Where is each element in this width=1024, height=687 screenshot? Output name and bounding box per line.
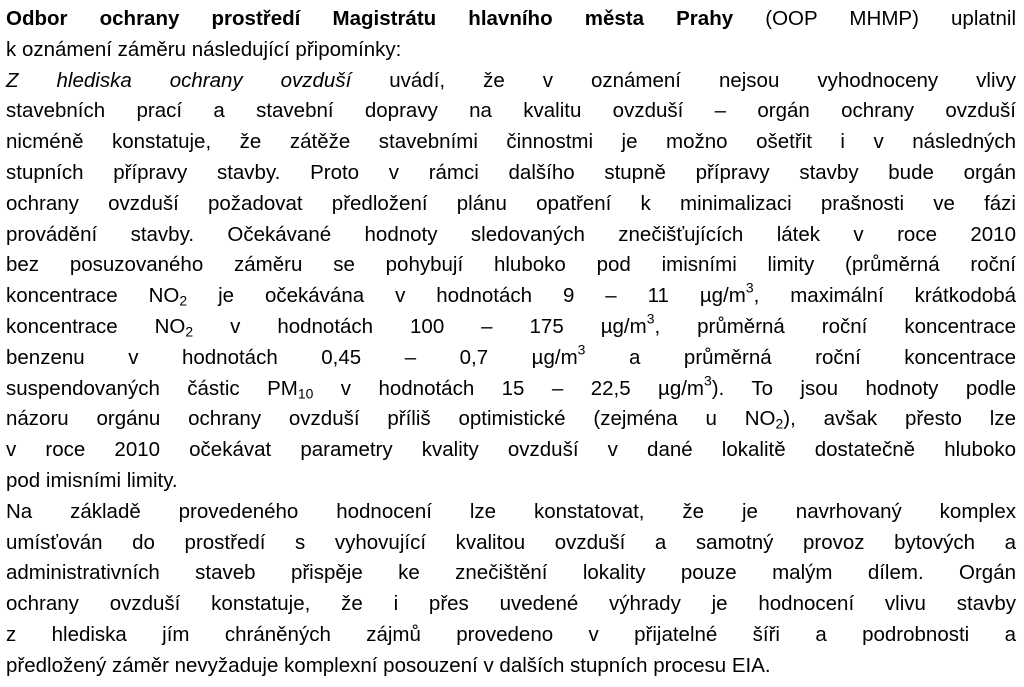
conclusion-line-4: ochrany ovzduší konstatuje, že i přes uvedené výhrady je hodnocení vlivu stavby bbox=[6, 592, 1016, 616]
air-line-10: benzenu v hodnotách 0,45 – 0,7 $\mu g/m^3$ a průměrná roční koncentrace bbox=[6, 341, 1016, 369]
air-protection-paragraph bbox=[6, 66, 1016, 497]
air-line-8: koncentrace $NO_2$ je očekávána v hodnotách 9 – 11 $\mu g/m^3$, maximální krátkodobá bbox=[6, 279, 1017, 309]
air-line-14: pod imisními limity. bbox=[6, 468, 178, 492]
conclusion-line-1: Na základě provedeného hodnocení lze konstatovat, že je navrhovaný komplex bbox=[6, 499, 1016, 523]
conclusion-line-3: administrativních staveb přispěje ke znečištění lokality pouze malým dílem. Orgán bbox=[6, 561, 1016, 585]
intro-paragraph bbox=[6, 4, 1016, 66]
conclusion-paragraph bbox=[6, 497, 1016, 682]
air-line-5: ochrany ovzduší požadovat předložení plánu opatření k minimalizaci prašnosti ve fázi bbox=[6, 191, 1016, 215]
air-line-11: suspendovaných částic $PM_{10}$ v hodnotách 15 – 22,5 $\mu g/m^3$). To jsou hodnoty podle bbox=[6, 371, 1016, 402]
air-protection-heading: Z hlediska ochrany ovzduší bbox=[6, 68, 352, 92]
air-line-3: nicméně konstatuje, že zátěže stavebními činnostmi je možno ošetřit i v následných bbox=[6, 130, 1016, 154]
authority-name: Odbor ochrany prostředí Magistrátu hlavního města Prahy bbox=[6, 7, 734, 30]
conclusion-line-5: z hlediska jím chráněných zájmů provedeno v přijatelné šíři a podrobnosti a bbox=[6, 622, 1016, 646]
conclusion-line-2: umísťován do prostředí s vyhovující kvalitou ovzduší a samotný provoz bytových a bbox=[6, 530, 1016, 554]
air-line-6: provádění stavby. Očekávané hodnoty sledovaných znečišťujících látek v roce 2010 bbox=[6, 222, 1016, 246]
conclusion-line-6: předložený záměr nevyžaduje komplexní posouzení v dalších stupních procesu EIA. bbox=[6, 653, 771, 677]
air-line-4: stupních přípravy stavby. Proto v rámci dalšího stupně přípravy stavby bude orgán bbox=[6, 160, 1016, 184]
air-line-1: Z hlediska ochrany ovzduší uvádí, že v oznámení nejsou vyhodnoceny vlivy bbox=[6, 68, 1016, 92]
air-line-2: stavebních prací a stavební dopravy na kvalitu ovzduší – orgán ochrany ovzduší bbox=[6, 99, 1016, 123]
intro-line-2: k oznámení záměru následující připomínky: bbox=[6, 37, 402, 61]
intro-line-1 bbox=[6, 4, 1016, 35]
air-line-7: bez posuzovaného záměru se pohybují hluboko pod imisními limity (průměrná roční bbox=[6, 253, 1016, 277]
air-line-9: koncentrace $NO_2$ v hodnotách 100 – 175 $\mu g/m^3$, průměrná roční koncentrace bbox=[6, 310, 1016, 340]
air-line-13: v roce 2010 očekávat parametry kvality ovzduší v dané lokalitě dostatečně hluboko bbox=[6, 438, 1016, 462]
air-line-12: názoru orgánu ochrany ovzduší příliš optimistické (zejména u $NO_2$), avšak přesto lze bbox=[6, 407, 1016, 432]
authority-abbrev: (OOP MHMP) uplatnil bbox=[733, 7, 1016, 30]
